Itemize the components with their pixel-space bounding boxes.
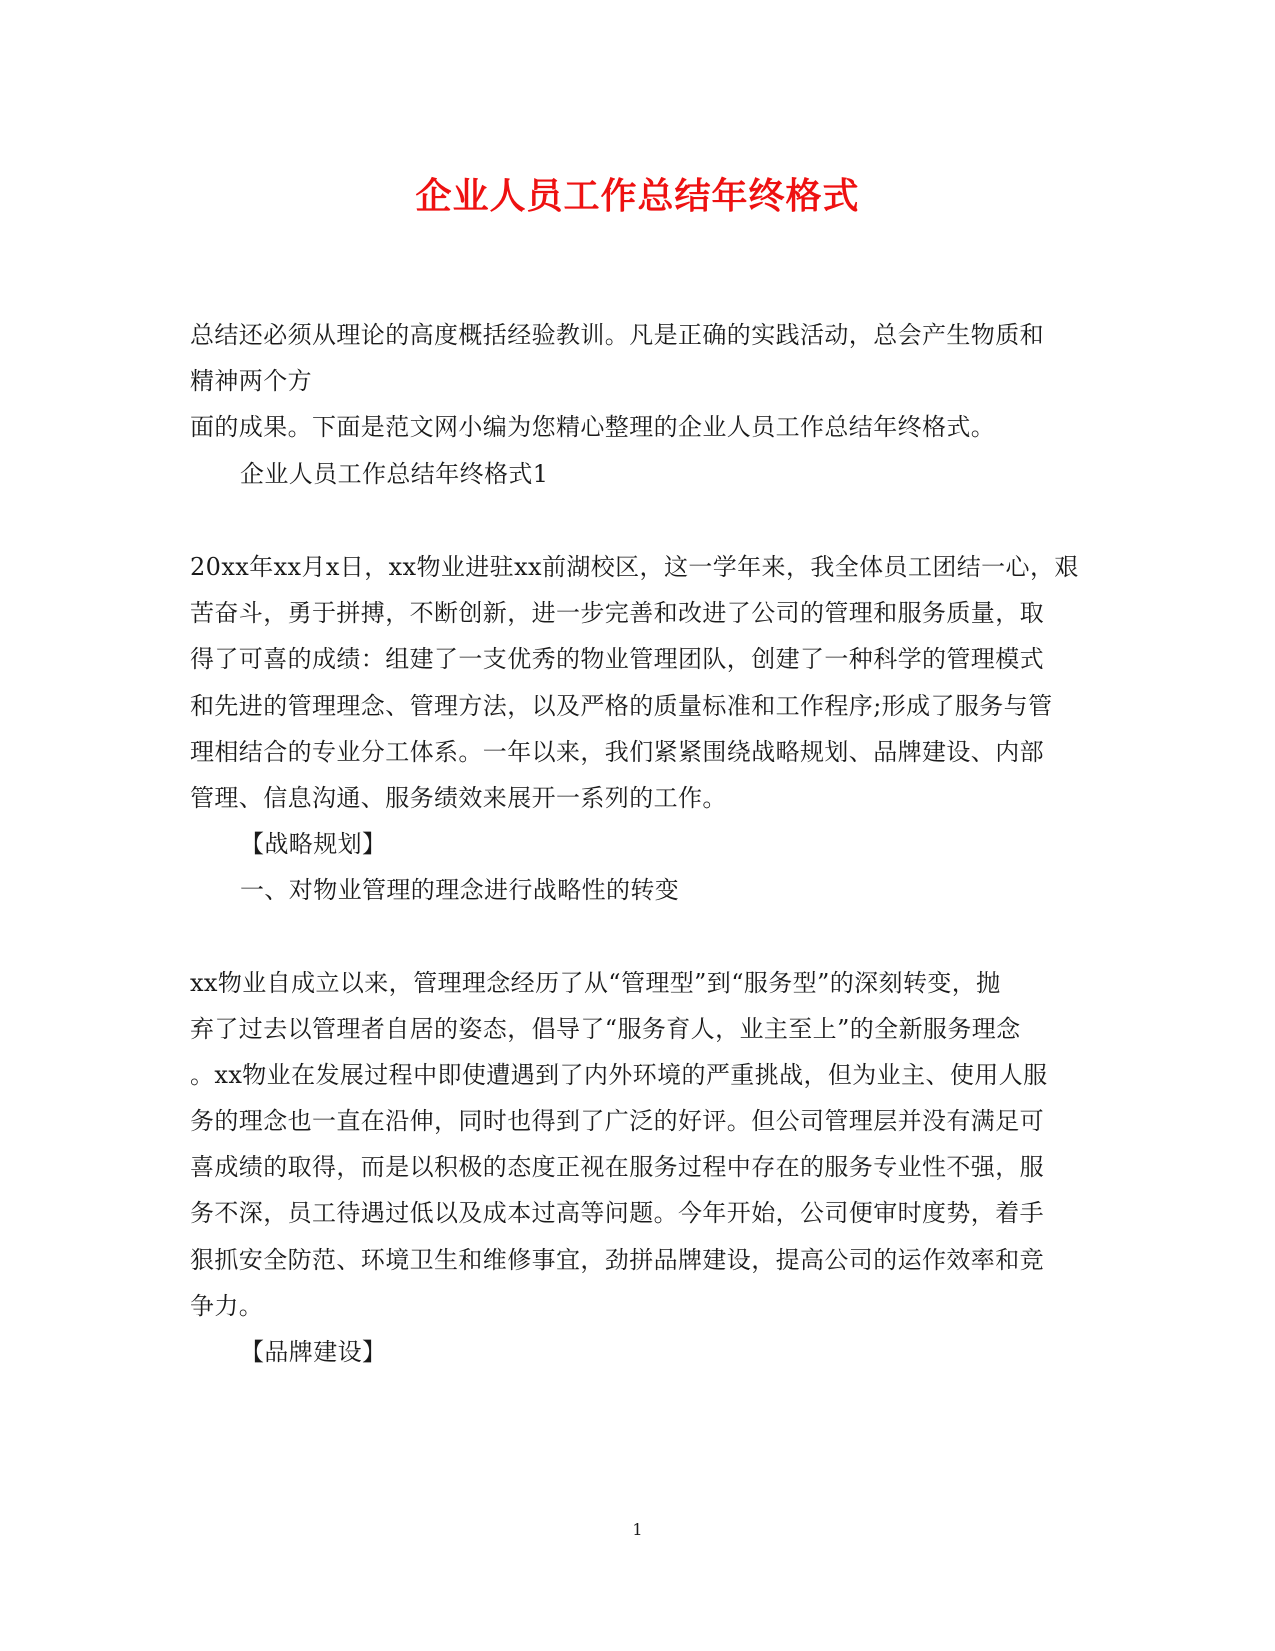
section-bracket-heading: 【战略规划】 — [240, 830, 387, 858]
paragraph-1-line: 20xx年xx月x日，xx物业进驻xx前湖校区，这一学年来，我全体员工团结一心，艰 — [190, 553, 1079, 581]
intro-line-1: 总结还必须从理论的高度概括经验教训。凡是正确的实践活动，总会产生物质和 — [190, 321, 1044, 349]
section-bracket-heading: 【品牌建设】 — [240, 1338, 387, 1366]
paragraph-1-line: 得了可喜的成绩：组建了一支优秀的物业管理团队，创建了一种科学的管理模式 — [190, 645, 1044, 673]
paragraph-2-line: 喜成绩的取得，而是以积极的态度正视在服务过程中存在的服务专业性不强，服 — [190, 1153, 1044, 1181]
section-heading: 企业人员工作总结年终格式1 — [240, 460, 549, 488]
intro-line-2: 精神两个方 — [190, 367, 312, 395]
paragraph-2-line: xx物业自成立以来，管理理念经历了从“管理型”到“服务型”的深刻转变，抛 — [190, 969, 1001, 997]
paragraph-1-line: 和先进的管理理念、管理方法，以及严格的质量标准和工作程序;形成了服务与管 — [190, 692, 1053, 720]
paragraph-2-line: 争力。 — [190, 1292, 264, 1320]
paragraph-1-line: 管理、信息沟通、服务绩效来展开一系列的工作。 — [190, 784, 727, 812]
paragraph-1-line: 理相结合的专业分工体系。一年以来，我们紧紧围绕战略规划、品牌建设、内部 — [190, 738, 1044, 766]
paragraph-2-line: 务的理念也一直在沿伸，同时也得到了广泛的好评。但公司管理层并没有满足可 — [190, 1107, 1044, 1135]
paragraph-1-line: 苦奋斗，勇于拼搏，不断创新，进一步完善和改进了公司的管理和服务质量，取 — [190, 599, 1044, 627]
page-number: 1 — [632, 1520, 643, 1539]
paragraph-2-line: 弃了过去以管理者自居的姿态，倡导了“服务育人，业主至上”的全新服务理念 — [190, 1015, 1021, 1043]
paragraph-2-line: 务不深，员工待遇过低以及成本过高等问题。今年开始，公司便审时度势，着手 — [190, 1199, 1044, 1227]
paragraph-2-line: 狠抓安全防范、环境卫生和维修事宜，劲拼品牌建设，提高公司的运作效率和竞 — [190, 1246, 1044, 1274]
paragraph-2-line: 。xx物业在发展过程中即使遭遇到了内外环境的严重挑战，但为业主、使用人服 — [190, 1061, 1048, 1089]
intro-line-3: 面的成果。下面是范文网小编为您精心整理的企业人员工作总结年终格式。 — [190, 413, 996, 441]
document-title: 企业人员工作总结年终格式 — [415, 175, 860, 217]
subheading: 一、对物业管理的理念进行战略性的转变 — [240, 876, 680, 904]
